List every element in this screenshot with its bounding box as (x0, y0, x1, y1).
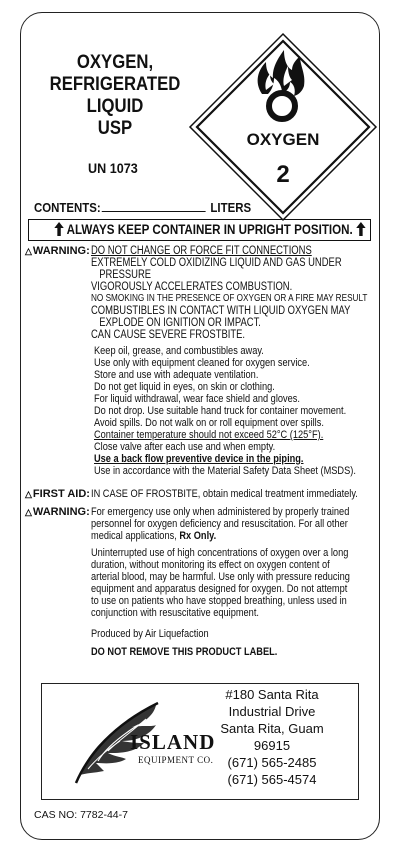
rx-only: Rx Only. (179, 530, 217, 542)
warning-2-line: medical applications, (91, 530, 177, 542)
first-aid-heading: △FIRST AID: (25, 488, 90, 500)
title-line-1: OXYGEN, (76, 52, 154, 73)
warning-line: NO SMOKING IN THE PRESENCE OF OXYGEN OR A FIRE MAY RESULT (91, 293, 368, 304)
precaution-item: Do not drop. Use suitable hand truck for container movement. (94, 405, 347, 417)
first-aid-text: IN CASE OF FROSTBITE, obtain medical treatment immediately. (91, 488, 358, 500)
warning-triangle-icon: △ (25, 246, 32, 256)
hazard-placard (188, 32, 378, 222)
warning-triangle-icon: △ (25, 507, 32, 517)
warning-line: CAN CAUSE SEVERE FROSTBITE. (91, 329, 246, 341)
up-arrow-icon (54, 222, 63, 236)
precaution-item: Avoid spills. Do not walk on or roll equipment over spills. (94, 417, 324, 429)
warning-2-line: arterial blood, may be harmful. Use only with pressure reducing (91, 571, 350, 583)
warning-2-line: personnel for oxygen deficiency and resuscitation. For all other (91, 518, 348, 530)
produced-by: Produced by Air Liquefaction (91, 628, 209, 640)
contents-line (34, 200, 251, 215)
precaution-item: Use a back flow preventive device in the piping. (94, 453, 304, 465)
un-number: UN 1073 (88, 160, 138, 176)
phone-line: (671) 565-2485 (227, 755, 317, 770)
upright-banner (28, 219, 371, 241)
warning-2-heading: △WARNING: (25, 506, 90, 518)
warning-2-line: Uninterrupted use of high concentrations of oxygen over a long (91, 547, 349, 559)
precaution-item: Container temperature should not exceed 52°C (125°F). (94, 429, 324, 441)
warning-line: PRESSURE (99, 269, 152, 281)
precaution-item: For liquid withdrawal, wear face shield and gloves. (94, 393, 300, 405)
precaution-item: Close valve after each use and when empty. (94, 441, 276, 453)
warning-line: EXPLODE ON IGNITION OR IMPACT. (99, 317, 261, 329)
warning-caps-block (91, 245, 400, 341)
placard-class: 2 (276, 161, 290, 188)
warning-line: VIGOROUSLY ACCELERATES COMBUSTION. (91, 281, 293, 293)
warning-line: COMBUSTIBLES IN CONTACT WITH LIQUID OXYGEN MAY (91, 305, 351, 317)
upright-text: ALWAYS KEEP CONTAINER IN UPRIGHT POSITION. (66, 222, 353, 237)
warning-line: EXTREMELY COLD OXIDIZING LIQUID AND GAS UNDER (91, 257, 342, 269)
precaution-item: Do not get liquid in eyes, on skin or clothing. (94, 381, 275, 393)
address-line: #180 Santa Rita (225, 687, 319, 702)
up-arrow-icon (356, 222, 365, 236)
company-subtitle: EQUIPMENT CO. (138, 755, 214, 765)
title-line-4: USP (97, 118, 133, 139)
warning-2-block (91, 506, 399, 542)
warning-line: DO NOT CHANGE OR FORCE FIT CONNECTIONS (91, 245, 312, 257)
warning-2-line: to use on patients who have stopped breathing, unless used in (91, 595, 347, 607)
precaution-item: Store and use with adequate ventilation. (94, 369, 259, 381)
product-title (40, 52, 190, 140)
placard-label: OXYGEN (246, 130, 320, 149)
precaution-item: Use in accordance with the Material Safety Data Sheet (MSDS). (94, 465, 356, 477)
warning-2-line: For emergency use only when administered by properly trained (91, 506, 350, 518)
address-line: Santa Rita, Guam (220, 721, 324, 736)
precaution-item: Keep oil, grease, and combustibles away. (94, 345, 264, 357)
title-line-3: LIQUID (86, 96, 144, 117)
warning-2-para-2 (91, 547, 399, 619)
address-line: Industrial Drive (228, 704, 316, 719)
title-line-2: REFRIGERATED (49, 74, 181, 95)
cas-number: CAS NO: 7782-44-7 (34, 809, 128, 821)
company-name: ISLAND (130, 730, 216, 754)
company-address (193, 686, 351, 788)
precaution-item: Use only with equipment cleaned for oxygen service. (94, 357, 310, 369)
warning-triangle-icon: △ (25, 489, 32, 499)
warning-heading: △WARNING: (25, 245, 90, 257)
contents-prefix: CONTENTS: (34, 200, 101, 215)
warning-2-line: duration, without monitoring its effect on oxygen content of (91, 559, 330, 571)
address-line: 96915 (253, 738, 291, 753)
phone-line: (671) 565-4574 (227, 772, 317, 787)
precautions-list (94, 345, 400, 477)
contents-unit: LITERS (210, 200, 252, 215)
warning-2-line: conjunction with resuscitative equipment. (91, 607, 259, 619)
contents-blank (102, 211, 206, 212)
do-not-remove-notice: DO NOT REMOVE THIS PRODUCT LABEL. (91, 646, 278, 658)
warning-2-line: equipment and apparatus designed for oxygen. Do not attempt (91, 583, 348, 595)
